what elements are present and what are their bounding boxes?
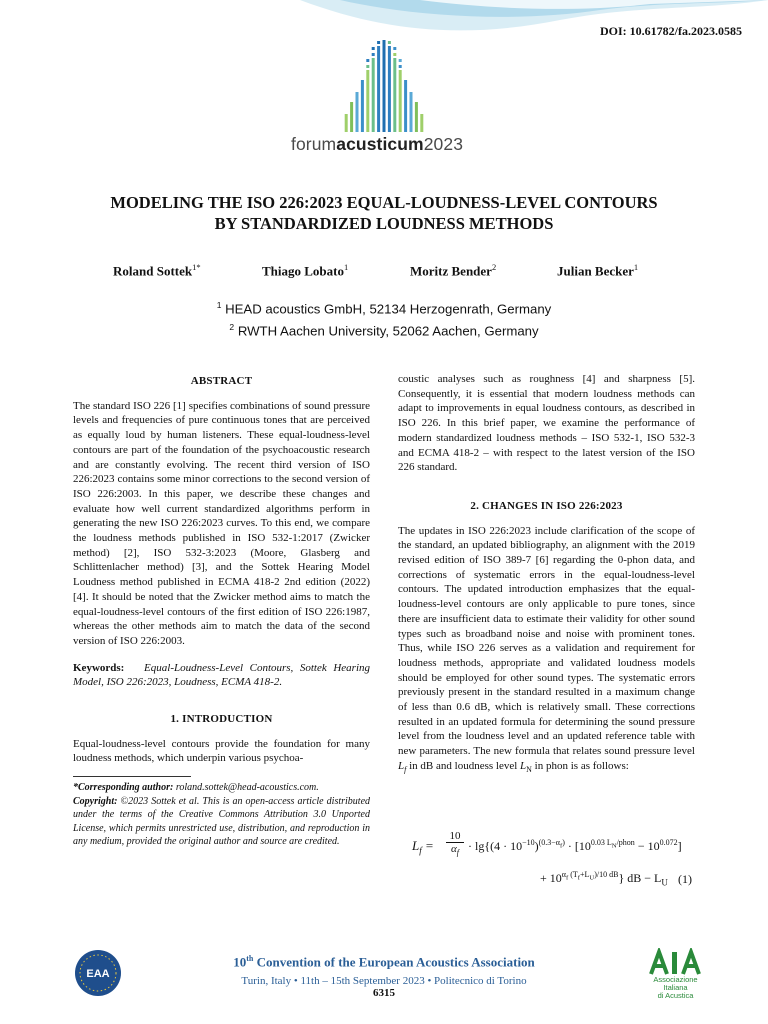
logo-bar-segment — [366, 65, 369, 68]
convention-number: 10 — [233, 954, 247, 970]
equation-fraction: 10 $\alpha_f$ — [446, 830, 464, 857]
author-name: Thiago Lobato — [262, 263, 344, 279]
conference-location: Turin, Italy • 11th – 15th September 2023 • Politecnico di Torino — [241, 975, 527, 988]
copyright-note — [73, 795, 370, 849]
logo-bar — [388, 46, 391, 132]
logo-bar — [377, 46, 380, 132]
footnote-divider — [73, 776, 191, 777]
logo-bar-segment — [372, 53, 375, 56]
affiliation-2 — [0, 318, 768, 340]
logo-bar — [356, 92, 359, 132]
right-column — [398, 372, 695, 778]
logo-bar — [420, 114, 423, 132]
logo-word-forum: forum — [291, 134, 337, 154]
logo-bar — [399, 70, 402, 132]
convention-ordinal: th — [246, 954, 254, 963]
logo-bar-segment — [377, 41, 380, 44]
page-number: 6315 — [373, 987, 395, 999]
equation-1 — [398, 830, 698, 890]
author-list — [60, 262, 708, 282]
abstract-heading: ABSTRACT — [190, 375, 253, 387]
logo-bar — [404, 80, 407, 132]
logo-bar-segment — [399, 65, 402, 68]
convention-name: Convention of the European Acoustics Association — [256, 954, 535, 970]
equation-body-2: + $10^{\alpha_f (T_f+L_U)/10 dB}$} dB − $L_U$ — [540, 870, 668, 888]
author-name: Roland Sottek — [113, 263, 193, 279]
logo-bar-segment — [399, 59, 402, 62]
equation-number: (1) — [678, 872, 692, 886]
aia-line-1: Associazione — [653, 975, 698, 984]
author-affiliation-mark: 1 — [344, 262, 349, 272]
left-column — [73, 372, 370, 849]
paper-title — [40, 192, 728, 234]
logo-bar — [345, 114, 348, 132]
logo-bar-segment — [372, 47, 375, 50]
logo-bar — [361, 80, 364, 132]
affiliation-1 — [0, 296, 768, 318]
eaa-logo-label: EAA — [86, 968, 110, 980]
logo-bar-segment — [393, 47, 396, 50]
affiliation-mark: 1 — [216, 300, 222, 310]
doi-link[interactable]: DOI: 10.61782/fa.2023.0585 — [600, 24, 742, 38]
logo-bar — [350, 102, 353, 132]
author-4 — [557, 262, 638, 279]
copyright-label: Copyright: — [73, 795, 118, 807]
author-2 — [262, 262, 348, 279]
logo-bar — [372, 58, 375, 132]
logo-bar — [415, 102, 418, 132]
affiliation-mark: 2 — [229, 322, 235, 333]
keywords — [73, 661, 370, 690]
keywords-label: Keywords: — [73, 661, 125, 674]
author-affiliation-mark: 1 — [633, 262, 639, 272]
introduction-text: Equal-loudness-level contours provide the foundation for many loudness methods, which underpin various psychoa- — [73, 737, 370, 765]
logo-year: 2023 — [423, 134, 464, 154]
title-line-1: MODELING THE ISO 226:2023 EQUAL-LOUDNESS-LEVEL CONTOURS — [110, 193, 658, 212]
corresponding-author-note — [73, 781, 370, 795]
corresponding-label: *Corresponding author: — [73, 782, 174, 794]
section-2-text: The updates in ISO 226:2023 include clarification of the scope of the standard, an updated bibliography, an alignment with the 2019 revised edition of ISO 389-7 [6] regarding the 0-phon data, and corrections of systematic errors in the equal-loudness-level contours. The updated introduction emphasizes that the equal-loudness-level contours are only applicable to pure tones, since there are insufficient data to estimate their validity for other sound types such as broadband noise and noise with prominent tones. Thus, while ISO 226 serves as a validation and requirement for loudness methods, appropriate and validated loudness models should be employed for other sound types. The systematic errors previously present in the standard resulted in a maximum change of less than 0.6 dB, which is relatively small. These corrections resulted in an updated formula for determining the sound pressure level from the loudness level and an updated reference table with new parameters. The new formula that relates sound pressure level $L_f$ in dB and loudness level $L_N$ in phon is as follows: — [398, 524, 695, 775]
logo-wordmark — [291, 134, 463, 155]
author-affiliation-mark: 1* — [192, 262, 201, 272]
author-name: Julian Becker — [557, 263, 634, 279]
logo-bar — [366, 70, 369, 132]
author-1 — [113, 262, 201, 279]
author-name: Moritz Bender — [410, 263, 492, 279]
keywords-text: Equal-Loudness-Level Contours, Sottek Hearing Model, ISO 226:2023, Loudness, ECMA 418-2. — [73, 661, 370, 689]
affiliation-text: RWTH Aachen University, 52062 Aachen, Germany — [237, 323, 539, 339]
corresponding-email[interactable]: roland.sottek@head-acoustics.com. — [175, 782, 319, 794]
equation-lhs: $L_f$ = — [412, 838, 434, 856]
equation-body-1: · $\lg\{(4 \cdot 10^{-10})^{(0.3-\alpha_f)} \cdot [10^{0.03 L_N/phon} - 10^{0.072}]$ — [468, 838, 682, 853]
affiliation-list — [0, 296, 768, 341]
aia-line-3: di Acustica — [657, 991, 694, 1000]
author-affiliation-mark: 2 — [491, 262, 497, 272]
abstract-text: The standard ISO 226 [1] specifies combinations of sound pressure levels and frequencies of pure continuous tones that are perceived as equally loud by human listeners. These equal-loudness-level contours are part of the foundation of the psychoacoustic research and are constantly evolving. The recent third version of ISO 226:2023 contains some minor corrections to the second version of ISO 226:2003. In this paper, we describe these changes and evaluate how well current standardized algorithms perform in generating the new ISO 226:2023 curves. To this end, we compare the loudness methods published in ISO 532-1:2017 (Zwicker method) [2], ISO 532-3:2023 (Moore, Glasberg and Schlittenlacher method) [3], and the Sottek Hearing Model Loudness method published in ECMA 418-2 2nd edition (2022) [4]. It should be noted that the Zwicker method aims to match the equal-loudness-level contours of the first edition of ISO 226:1987, whereas the other methods aim to match the data of the second version of ISO 226:2003. — [73, 399, 370, 647]
logo-bar-segment — [366, 59, 369, 62]
section-2-heading: 2. CHANGES IN ISO 226:2023 — [470, 499, 623, 512]
affiliation-text: HEAD acoustics GmbH, 52134 Herzogenrath, Germany — [225, 301, 552, 317]
author-3 — [410, 262, 496, 279]
logo-word-acusticum: acusticum — [336, 134, 424, 154]
aia-line-2: Italiana — [663, 983, 688, 992]
introduction-continued: coustic analyses such as roughness [4] and sharpness [5]. Consequently, it is essential that modern loudness methods can adapt to improvements in equal loudness contours, as described in ISO 226. In this brief paper, we examine the performance of modern standardized loudness methods – ISO 532-1, ISO 532-3 and ECMA 418-2 – with respect to the latest version of the ISO 226 standard. — [398, 373, 695, 474]
logo-bar — [410, 92, 413, 132]
logo-bar-segment — [388, 41, 391, 44]
logo-bar-segment — [393, 53, 396, 56]
logo-bar — [383, 40, 386, 132]
copyright-text: ©2023 Sottek et al. This is an open-access article distributed under the terms of the Creative Commons Attribution 3.0 Unported License, which permits unrestricted use, distribution, and reproduction in any medium, provided the original author and source are credited. — [73, 795, 371, 848]
aia-logo-text — [638, 976, 713, 1000]
logo-bar — [393, 58, 396, 132]
title-line-2: BY STANDARDIZED LOUDNESS METHODS — [214, 214, 554, 233]
introduction-heading: 1. INTRODUCTION — [170, 713, 273, 726]
